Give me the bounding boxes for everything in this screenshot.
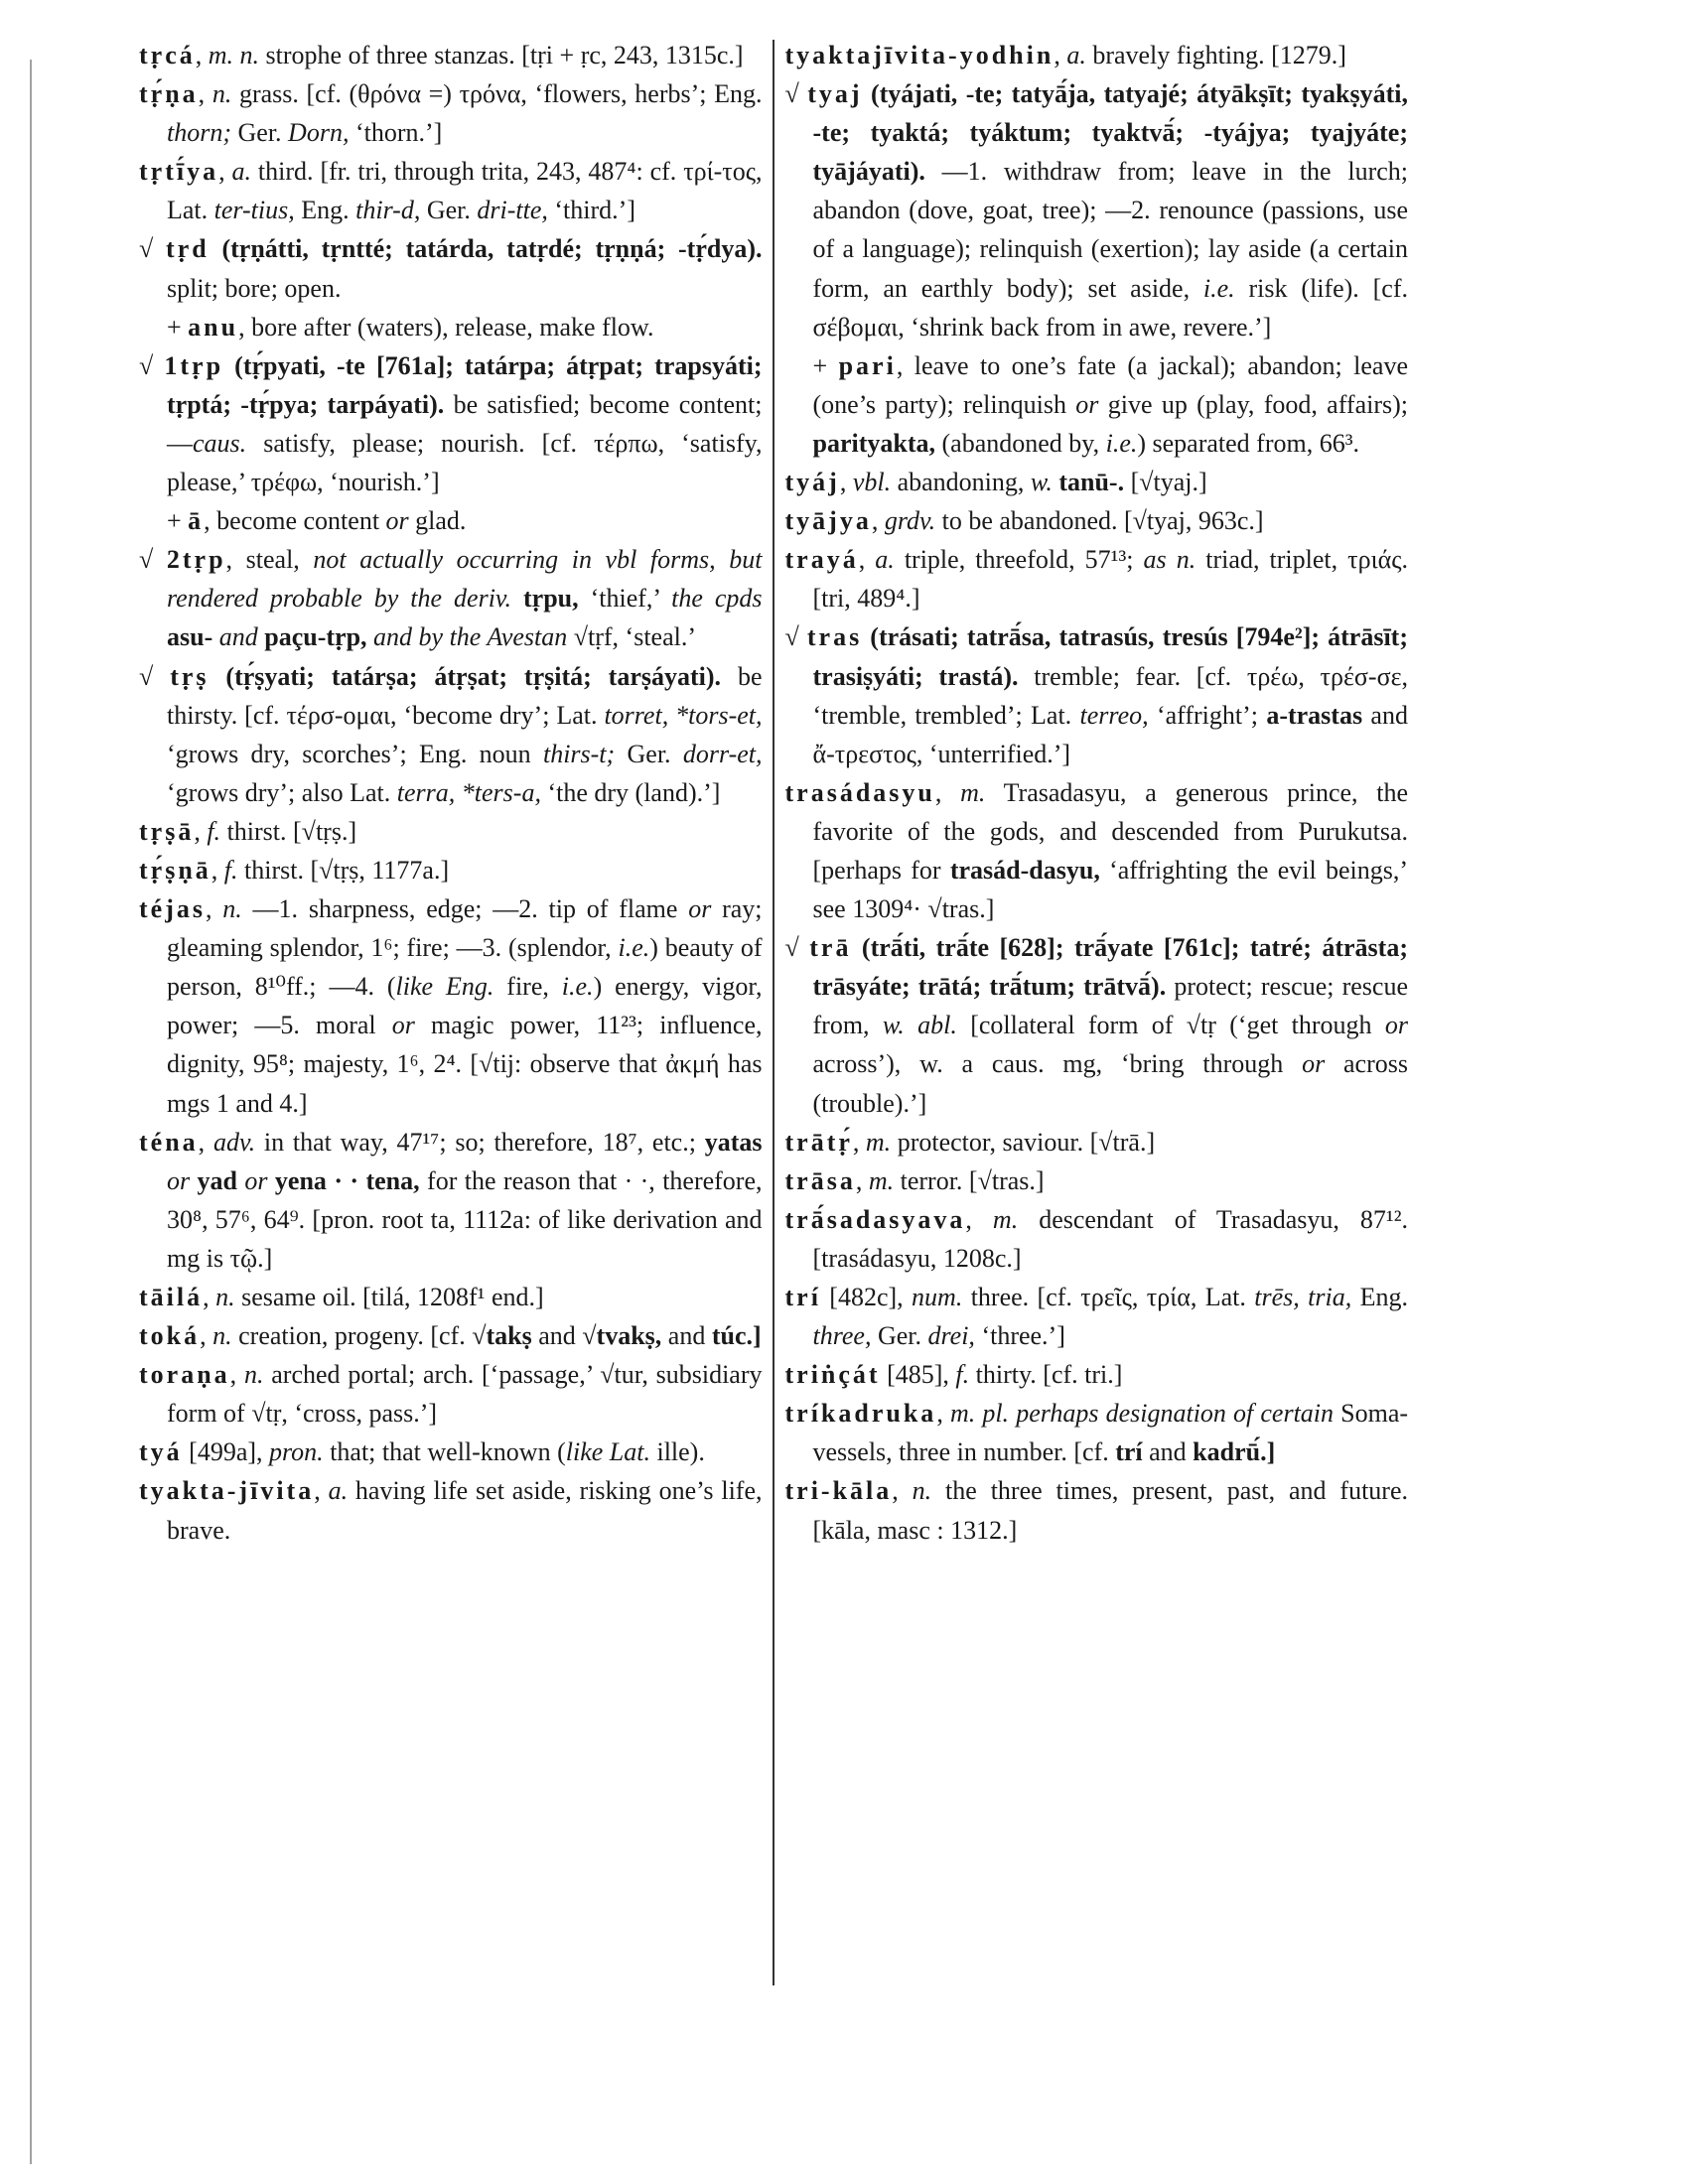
entry-text: , [934,777,961,807]
entry-text: trí [1115,1437,1143,1467]
dictionary-entry [785,1355,1409,1394]
dictionary-entry [785,1161,1409,1200]
entry-text: ) energy, vigor, power; —5. moral [167,972,763,1040]
headword: tyājya [784,506,872,536]
dictionary-entry [139,540,763,656]
entry-text: fire, [493,972,562,1002]
headword: toká [139,1321,201,1351]
entry-text: pron. [269,1437,324,1467]
entry-text: , [314,1476,329,1506]
entry-text: satisfy, please; nourish. [cf. τέρπω, ‘satisfy, please,’ τρέφω, ‘nourish.’] [167,428,763,497]
entry-text: ) separated from, 66³. [1137,428,1360,458]
entry-text: (trásati; tatrā́sa, tatrasús, tresús [794e²]; átrāsīt; trasiṣyáti; trastá). [812,622,1408,691]
entry-text: protector, saviour. [√trā.] [891,1127,1156,1157]
entry-text: n. [212,1321,232,1351]
entry-text: , [936,1399,950,1429]
entry-text: √ [139,350,165,380]
sub-entry [785,346,1409,463]
entry-text: i.e. [1105,428,1138,458]
dictionary-entry [139,851,763,889]
entry-text: [499a], [182,1437,270,1467]
entry-text: not actually occurring in vbl forms, but rendered probable by the deriv. [167,545,763,614]
dictionary-entry [785,540,1409,617]
entry-text: ray; gleaming splendor, 1⁶; fire; —3. (splendor, [167,894,763,963]
entry-text: n. [912,1476,932,1506]
entry-text: terror. [√tras.] [894,1165,1045,1195]
entry-text: , become content [204,506,386,536]
entry-text: w. [1030,468,1053,497]
entry-text: [collateral form of √tṛ (‘get through [956,1011,1385,1040]
entry-text: i.e. [618,933,650,963]
headword: trātṛ́ [784,1127,853,1157]
entry-text: three, [812,1321,872,1351]
dictionary-entry [785,1123,1409,1161]
entry-text: tremble; fear. [cf. τρέω, τρέσ-σε, ‘tremble, trembled’; Lat. [812,661,1408,730]
headword: tyaktajīvita-yodhin [784,41,1055,69]
entry-text: √tṛf, ‘steal.’ [567,622,697,652]
entry-text: n. [215,1283,235,1311]
entry-text: in that way, 47¹⁷; so; therefore, 18⁷, etc.; [255,1127,705,1157]
entry-text: as n. [1143,545,1196,575]
entry-text: third. [fr. tri, through trita, 243, 487⁴: cf. τρί-τος, Lat. [167,157,763,225]
entry-text: ille). [649,1437,705,1467]
entry-text: to be abandoned. [√tyaj, 963c.] [935,506,1264,536]
dictionary-entry [785,36,1409,74]
dictionary-entry [785,501,1409,540]
entry-text: for the reason that · ·, therefore, 30⁸, 57⁶, 64⁹. [pron. root ta, 1112a: of like derivation and mg is τῷ.] [167,1165,763,1273]
dictionary-entry [785,617,1409,772]
entry-text: thirst. [√tṛṣ, 1177a.] [237,855,450,885]
entry-text: and [212,622,258,652]
entry-text: or [391,1011,415,1040]
entry-text: terreo, [1079,700,1149,730]
entry-text: ‘third.’] [547,196,635,225]
entry-text: or [688,894,712,924]
entry-text: f. [955,1360,970,1390]
entry-text: caus. [193,428,247,458]
entry-text: torret, *tors-et, [604,700,763,730]
entry-text: √takṣ [472,1321,532,1351]
entry-text: a-trastas [1266,700,1363,730]
entry-text: , [852,1127,866,1157]
left-column [139,36,773,1550]
headword: téna [139,1127,199,1157]
dictionary-entry [139,1316,763,1355]
dictionary-entry [139,889,763,1123]
entry-text: , [211,855,224,885]
entry-text: Soma-vessels, three in number. [cf. [812,1399,1409,1467]
entry-text: or [237,1165,268,1195]
entry-text: Dorn, [288,118,350,148]
entry-text: parityakta, [812,428,935,458]
entry-text: bravely fighting. [1279.] [1085,41,1346,69]
headword: tyakta-jīvita [139,1476,315,1506]
dictionary-entry [785,74,1409,346]
entry-text: ) beauty of person, 8¹⁰ff.; —4. ( [167,933,763,1002]
dictionary-entry [139,152,763,229]
entry-text: , [195,41,209,69]
entry-text: ‘affrighting the evil beings,’ see 1309⁴· √tras.] [812,855,1408,924]
entry-text: trēs, tria, [1254,1283,1352,1311]
dictionary-entry [785,773,1409,928]
dictionary-entry [139,657,763,812]
entry-text: triple, threefold, 57¹³; [894,545,1144,575]
dictionary-entry [785,1394,1409,1471]
entry-text: √ [784,622,807,652]
headword: trā [809,933,852,963]
entry-text: and [531,1321,583,1351]
entry-text: grdv. [884,506,936,536]
entry-text: or [1384,1011,1409,1040]
dictionary-entry [785,1278,1409,1355]
headword: tṛ́ṣṇā [139,855,211,885]
headword: tṛ́ṇa [139,79,199,109]
entry-text: ‘grows dry, scorches’; Eng. noun [167,739,543,768]
dictionary-entry [785,463,1409,501]
entry-text: grass. [cf. (θρόνα =) τρόνα, ‘flowers, herbs’; Eng. [231,79,763,109]
entry-text: , [194,816,208,846]
entry-text: (abandoned by, [935,428,1106,458]
headword: tṛtī́ya [139,157,219,187]
entry-text: yena · · tena, [267,1165,420,1195]
entry-text: across (trouble).’] [812,1049,1408,1118]
entry-text: Ger. [231,118,289,148]
dictionary-page [139,36,1408,1985]
headword: ā [188,506,205,536]
margin-rule [30,60,32,2164]
entry-text: (trā́ti, trā́te [628]; trā́yate [761c]; tatré; átrāsta; trāsyáte; trātá; trā́tum; trātvā́). [812,933,1408,1002]
entry-text: , [839,468,853,497]
entry-text: w. abl. [882,1011,957,1040]
dictionary-entry [139,346,763,501]
entry-text: m. [868,1165,895,1195]
entry-text: n. [211,79,232,109]
entry-text: —1. withdraw from; leave in the lurch; abandon (dove, goat, tree); —2. renounce (passions, use of a language); relinquish (exertion); lay aside (a certain form, an earthly body); set aside, [812,157,1408,303]
entry-text: thorn; [167,118,231,148]
headword: tṛṣ [170,661,210,691]
headword: toraṇa [139,1360,230,1390]
entry-text: or [167,1165,191,1195]
entry-text: risk (life). [cf. σέβομαι, ‘shrink back from in awe, revere.’] [812,273,1408,341]
entry-text: √ [784,933,810,963]
entry-text: trasád-dasyu, [949,855,1100,885]
headword: trāsa [784,1165,856,1195]
entry-text: a. [875,545,895,575]
entry-text: [482c], [820,1283,913,1311]
entry-text: dri-tte, [477,196,548,225]
entry-text: n. [222,894,242,924]
dictionary-entry [785,1200,1409,1278]
headword: tyáj [784,468,840,497]
entry-text: vbl. [852,468,892,497]
entry-text: like Lat. [565,1437,650,1467]
entry-text: that; that well-known ( [323,1437,566,1467]
entry-text: tanū-. [1052,468,1125,497]
entry-text: three. [cf. τρεῖς, τρία, Lat. [962,1283,1255,1311]
dictionary-entry [139,812,763,851]
headword: tras [806,622,863,652]
entry-text: descendant of Trasadasyu, 87¹². [trasádasyu, 1208c.] [812,1204,1409,1273]
entry-text: the three times, present, past, and future. [kāla, masc : 1312.] [812,1476,1408,1545]
entry-text: Trasadasyu, a generous prince, the favorite of the gods, and descended from Purukutsa. [perhaps for [812,777,1408,885]
entry-text: √ [139,545,167,575]
entry-text: yatas [704,1127,763,1157]
entry-text: magic power, 11²³; influence, dignity, 95⁸; majesty, 1⁶, 2⁴. [√tij: observe that ἀκμή has mgs 1 and 4.] [167,1011,763,1118]
entry-text: having life set aside, risking one’s life, brave. [167,1476,763,1545]
entry-text: yad [190,1165,237,1195]
entry-text: or [1302,1049,1326,1079]
entry-text: √ [139,234,167,264]
entry-text: m. [865,1127,892,1157]
entry-text: protect; rescue; rescue from, [812,972,1408,1040]
entry-text: m. n. [208,41,260,69]
entry-text: + [812,350,839,380]
entry-text: [485], [880,1360,956,1390]
entry-text: strophe of three stanzas. [tṛi + ṛc, 243, 1315c.] [259,41,744,69]
entry-text: (tṛ́ṣyati; tatárṣa; átṛṣat; tṛṣitá; tarṣáyati). [209,661,722,691]
entry-text: be thirsty. [cf. τέρσ-ομαι, ‘become dry’; Lat. [167,661,763,730]
entry-text: thirst. [√tṛṣ.] [220,816,357,846]
entry-text: Ger. [420,196,478,225]
entry-text: √tvakṣ, [582,1321,662,1351]
entry-text: kadrū́.] [1193,1437,1276,1467]
entry-text: , [1054,41,1067,69]
entry-text: f. [207,816,221,846]
sub-entry [139,501,763,540]
dictionary-entry [139,1433,763,1471]
entry-text: split; bore; open. [167,273,342,303]
headword: tyá [139,1437,183,1467]
entry-text: like Eng. [395,972,494,1002]
dictionary-entry [139,1123,763,1278]
entry-text: and by the Avestan [366,622,568,652]
entry-text: give up (play, food, affairs); [1098,389,1408,419]
headword: téjas [139,894,206,924]
entry-text: ‘the dry (land).’] [540,777,721,807]
entry-text: perhaps designation of certain [1016,1399,1335,1429]
headword: tṛcá [139,41,196,69]
entry-text: a. [328,1476,349,1506]
entry-text: , bore after (waters), release, make flow. [238,312,654,341]
headword: trí [784,1283,821,1311]
entry-text: ‘thief,’ [578,584,672,614]
entry-text: , [855,1165,869,1195]
entry-text: , [205,894,223,924]
headword: tṛd [166,234,210,264]
dictionary-entry [139,74,763,152]
entry-text: thirty. [cf. tri.] [969,1360,1123,1390]
dictionary-entry [139,1355,763,1433]
headword: tri-kāla [784,1476,893,1506]
entry-text: i.e. [1202,273,1235,303]
entry-text: terra, *ters-a, [396,777,541,807]
entry-text: num. [912,1283,963,1311]
entry-text: ‘grows dry’; also Lat. [167,777,397,807]
entry-text: arched portal; arch. [‘passage,’ √tur, subsidiary form of √tṛ, ‘cross, pass.’] [167,1360,763,1429]
entry-text: , [203,1283,216,1311]
headword: anu [188,312,239,341]
two-column-layout [139,36,1408,1985]
entry-text: and ἄ-τρεστος, ‘unterrified.’] [812,700,1408,768]
entry-text: the cpds [671,584,763,614]
entry-text: ‘thorn.’] [349,118,443,148]
entry-text: , [198,79,212,109]
dictionary-entry [139,1471,763,1549]
entry-text: (tyájati, -te; tatyā́ja, tatyajé; átyākṣīt; tyakṣyáti, -te; tyaktá; tyáktum; tyaktvā́; -tyájya; tyajyáte; tyājáyati). [812,79,1408,187]
entry-text: asu- [167,622,213,652]
entry-text: —1. sharpness, edge; —2. tip of flame [241,894,689,924]
headword: trayá [784,545,859,575]
right-column [774,36,1409,1550]
headword: triṅçát [784,1360,881,1390]
sub-entry [139,308,763,346]
headword: trā́sadasyava [784,1204,966,1234]
headword: trasádasyu [784,777,935,807]
entry-text: paçu-tṛp, [257,622,367,652]
entry-text: across’), w. a caus. mg, ‘bring through [812,1049,1303,1079]
headword: 2tṛp [166,545,226,575]
entry-text: , [965,1204,993,1234]
entry-text: drei, [927,1321,975,1351]
entry-text: , [858,545,876,575]
entry-text: (tṛṇátti, tṛntté; tatárda, tatṛdé; tṛṇṇá; -tṛ́dya). [209,234,763,264]
entry-text: abandoning, [891,468,1031,497]
entry-text: thirs-t; [542,739,616,768]
entry-text: √ [784,79,808,109]
entry-text: , [229,1360,244,1390]
entry-text: , [892,1476,913,1506]
entry-text: ‘affright’; [1148,700,1267,730]
entry-text: adv. [212,1127,256,1157]
entry-text: , [218,157,232,187]
entry-text: [√tyaj.] [1124,468,1207,497]
entry-text: thir-d, [355,196,421,225]
entry-text: be satisfied; become content; — [167,389,763,458]
dictionary-entry [785,1471,1409,1549]
headword: pari [838,350,897,380]
entry-text: i.e. [561,972,594,1002]
entry-text: a. [231,157,252,187]
entry-text: n. [243,1360,264,1390]
entry-text: √ [139,661,171,691]
entry-text: Eng. [294,196,356,225]
entry-text: , [871,506,885,536]
entry-text: tṛpu, [511,584,579,614]
headword: tyaj [807,79,863,109]
entry-text: ‘three.’] [974,1321,1065,1351]
entry-text: ter-tius, [213,196,295,225]
entry-text: , steal, [225,545,314,575]
entry-text: sesame oil. [tilá, 1208f¹ end.] [234,1283,544,1311]
entry-text: triad, triplet, τριάς. [tri, 489⁴.] [812,545,1408,614]
headword: 1tṛp [164,350,224,380]
entry-text: glad. [408,506,467,536]
entry-text: m. [960,777,986,807]
entry-text: or [385,506,409,536]
dictionary-entry [785,928,1409,1122]
entry-text: Ger. [615,739,683,768]
entry-text: m. pl. [949,1399,1010,1429]
entry-text: a. [1066,41,1086,69]
entry-text: Eng. [1351,1283,1408,1311]
entry-text: and [1142,1437,1194,1467]
dictionary-entry [139,1278,763,1316]
entry-text: túc.] [711,1321,762,1351]
entry-text: + [167,312,189,341]
headword: tṛṣā [139,816,195,846]
entry-text: dorr-et, [682,739,763,768]
entry-text: f. [223,855,238,885]
headword: tríkadruka [784,1399,937,1429]
entry-text: + [167,506,189,536]
entry-text: creation, progeny. [cf. [231,1321,473,1351]
headword: tāilá [139,1283,204,1311]
entry-text: and [661,1321,712,1351]
dictionary-entry [139,229,763,307]
entry-text: or [1075,389,1099,419]
entry-text: , [200,1321,213,1351]
entry-text: , leave to one’s fate (a jackal); abandon; leave (one’s party); relinquish [812,350,1408,419]
entry-text: , [198,1127,213,1157]
entry-text: Ger. [871,1321,928,1351]
entry-text: (tṛ́pyati, -te [761a]; tatárpa; átṛpat; trapsyáti; tṛptá; -tṛ́pya; tarpáyati). [167,350,763,419]
entry-text: m. [992,1204,1019,1234]
dictionary-entry [139,36,763,74]
